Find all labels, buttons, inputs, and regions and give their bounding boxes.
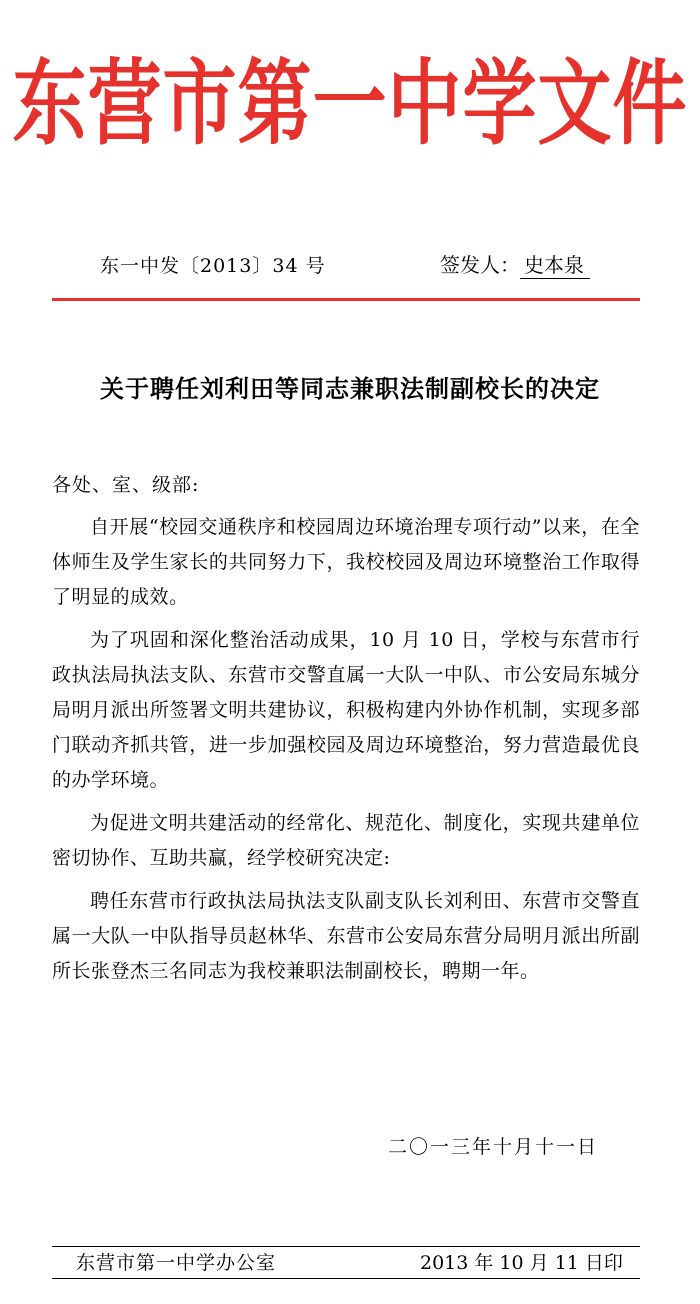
signer-block — [440, 252, 590, 279]
document-header-title: 东营市第一中学文件 — [12, 50, 688, 158]
signer-label: 签发人： — [440, 253, 520, 277]
footer-office: 东营市第一中学办公室 — [76, 1252, 277, 1274]
body-paragraph: 自开展“校园交通秩序和校园周边环境治理专项行动”以来，在全体师生及学生家长的共同努力下，我校校园及周边环境整治工作取得了明显的成效。 — [52, 516, 640, 608]
footer-print-date: 2013 年 10 月 11 日印 — [420, 1252, 623, 1274]
document-number: 东一中发〔2013〕34 号 — [100, 255, 326, 277]
document-body — [52, 510, 640, 997]
salutation: 各处、室、级部: — [52, 474, 200, 496]
footer-bottom-rule — [52, 1278, 640, 1279]
document-title: 关于聘任刘利田等同志兼职法制副校长的决定 — [100, 374, 600, 403]
body-paragraph: 为促进文明共建活动的经常化、规范化、制度化，实现共建单位密切协作、互助共赢，经学校研究决定: — [52, 812, 640, 869]
signer-name: 史本泉 — [520, 252, 590, 279]
document-date: 二〇一三年十月十一日 — [388, 1136, 599, 1158]
red-divider — [52, 298, 640, 301]
footer-top-rule — [52, 1246, 640, 1247]
body-paragraph: 聘任东营市行政执法局执法支队副支队长刘利田、东营市交警直属一大队一中队指导员赵林华、东营市公安局东营分局明月派出所副所长张登杰三名同志为我校兼职法制副校长，聘期一年。 — [52, 890, 640, 982]
body-paragraph: 为了巩固和深化整治活动成果，10 月 10 日，学校与东营市行政执法局执法支队、东营市交警直属一大队一中队、市公安局东城分局明月派出所签署文明共建协议，积极构建内外协作机制，实现多部门联动齐抓共管，进一步加强校园及周边环境整治，努力营造最优良的办学环境。 — [52, 629, 640, 791]
